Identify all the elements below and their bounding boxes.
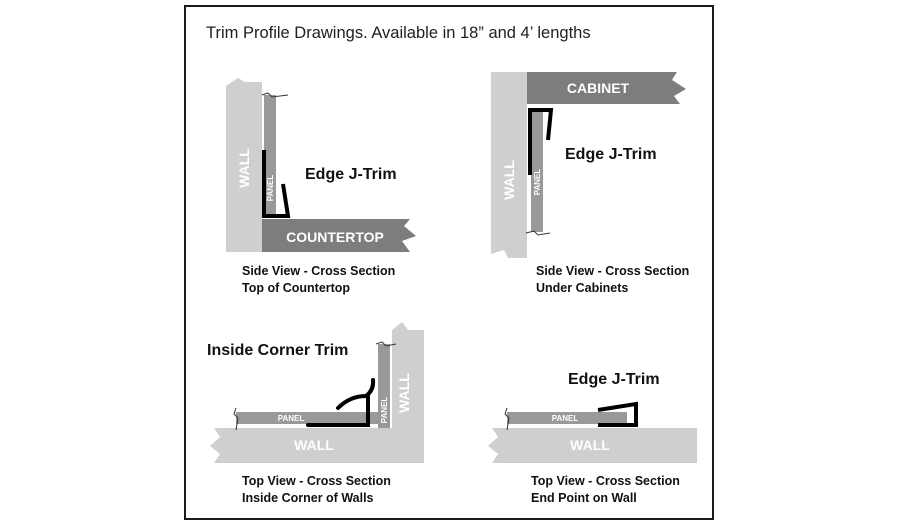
trim-label: Edge J-Trim xyxy=(305,166,397,183)
wall-vertical-label: WALL xyxy=(396,373,412,413)
diagram-side-countertop xyxy=(226,78,416,295)
caption-line1: Top View - Cross Section xyxy=(531,474,680,488)
caption-line2: Top of Countertop xyxy=(242,281,351,295)
panel-label: PANEL xyxy=(551,414,579,423)
caption-line1: Top View - Cross Section xyxy=(242,474,391,488)
diagram-top-inside-corner xyxy=(207,322,424,505)
wall-label: WALL xyxy=(236,148,252,188)
caption-line1: Side View - Cross Section xyxy=(536,264,690,278)
trim-label: Edge J-Trim xyxy=(568,371,660,388)
diagram-side-cabinets xyxy=(491,72,689,295)
trim-label: Inside Corner Trim xyxy=(207,342,349,359)
trim-label: Edge J-Trim xyxy=(565,146,657,163)
wall-label: WALL xyxy=(570,437,610,453)
countertop-label: COUNTERTOP xyxy=(286,229,384,245)
panel-vertical-label: PANEL xyxy=(380,396,389,424)
caption-line2: End Point on Wall xyxy=(531,491,637,505)
wall-horizontal-label: WALL xyxy=(294,437,334,453)
page-title: Trim Profile Drawings. Available in 18” and 4’ lengths xyxy=(206,24,591,42)
caption-line2: Under Cabinets xyxy=(536,281,629,295)
panel-horizontal-shape xyxy=(236,412,378,424)
panel-label: PANEL xyxy=(533,168,542,196)
caption-line2: Inside Corner of Walls xyxy=(242,491,374,505)
caption-line1: Side View - Cross Section xyxy=(242,264,396,278)
panel-horizontal-label: PANEL xyxy=(277,414,305,423)
wall-label: WALL xyxy=(501,160,517,200)
diagram-top-end-point xyxy=(488,371,697,505)
panel-label: PANEL xyxy=(266,174,275,202)
cabinet-label: CABINET xyxy=(566,80,630,96)
